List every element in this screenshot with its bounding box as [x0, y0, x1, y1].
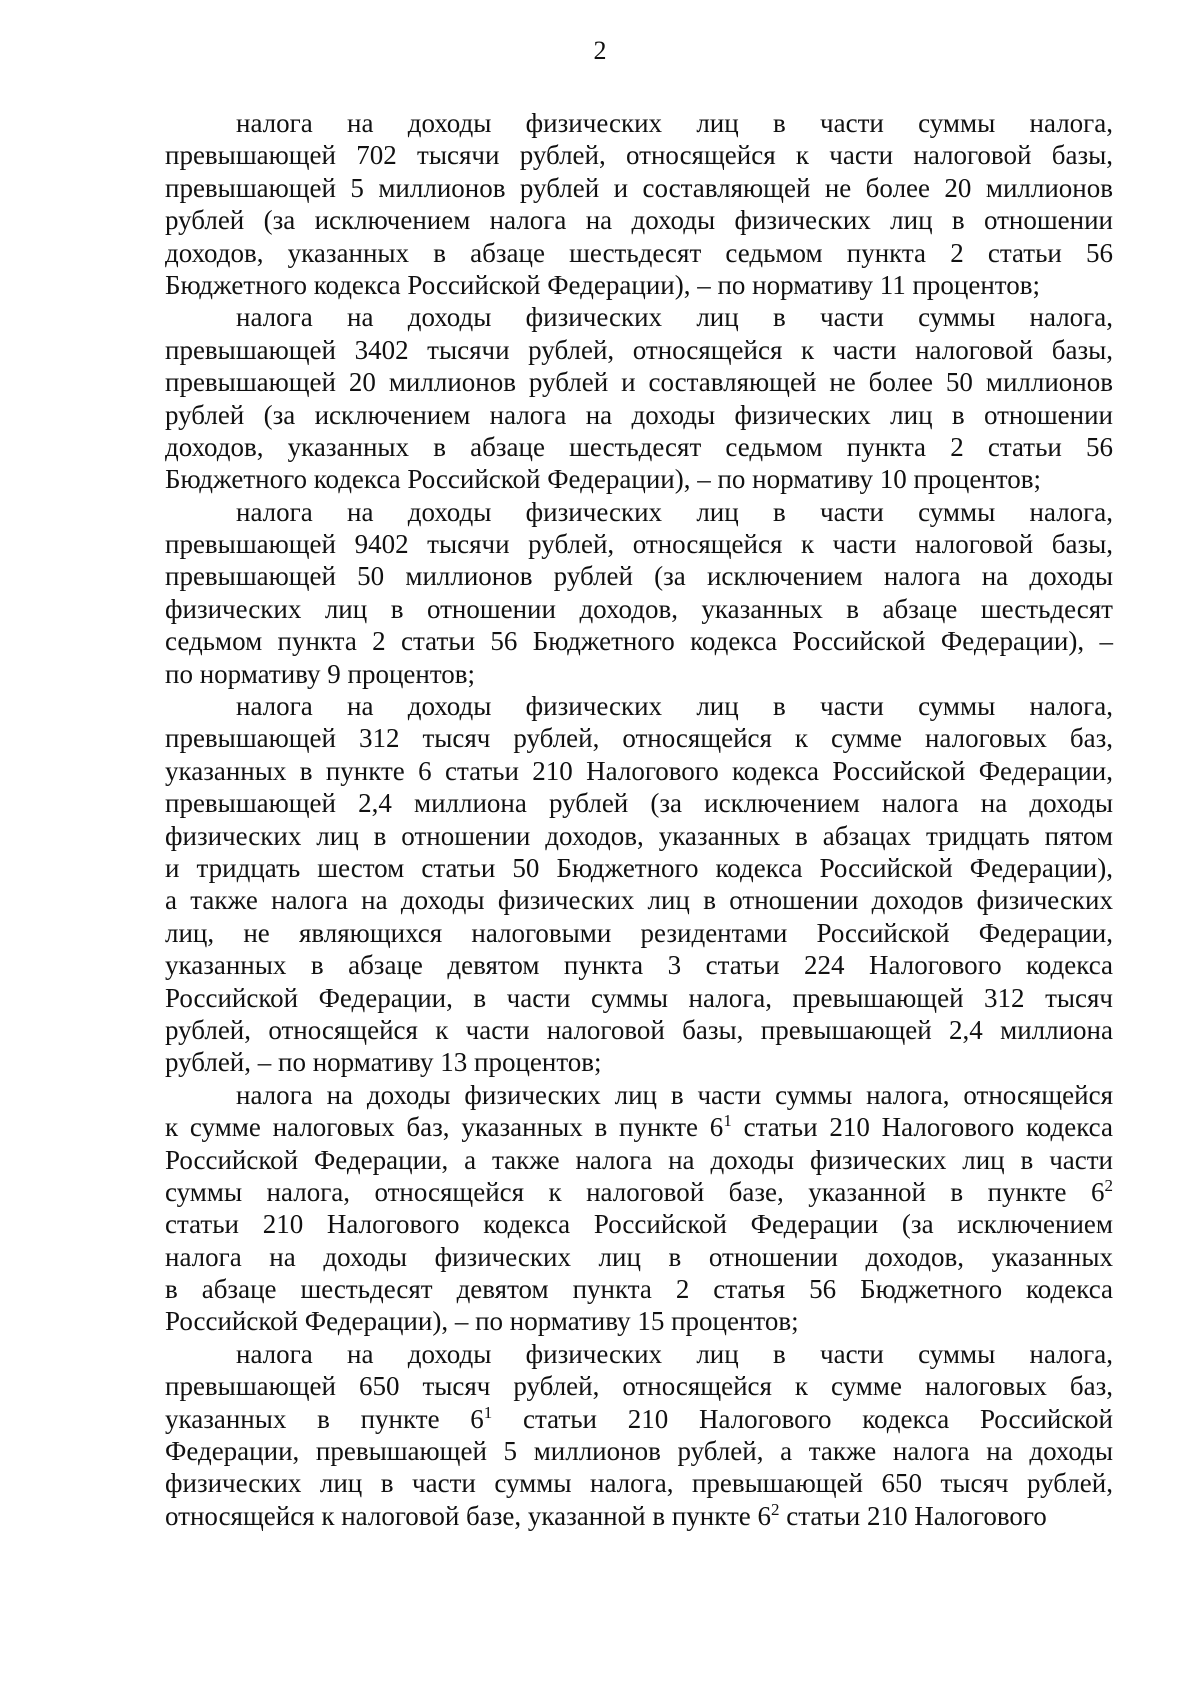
text-line — [165, 1046, 1113, 1078]
text-line — [165, 1435, 1113, 1467]
text-segment: статьи 210 Налогового кодекса — [731, 1112, 1113, 1143]
text-segment: Бюджетного кодекса Российской Федерации), – по нормативу 10 процентов; — [165, 464, 1041, 495]
text-segment: превышающей 5 миллионов рублей и составляющей не более 20 миллионов — [165, 172, 1113, 203]
text-segment: по нормативу 9 процентов; — [165, 658, 476, 689]
text-line — [165, 1403, 1113, 1435]
text-segment: к сумме налоговых баз, указанных в пункте 6 — [165, 1112, 724, 1143]
text-line — [165, 982, 1113, 1014]
text-line — [165, 1370, 1113, 1402]
text-segment: статьи 210 Налогового — [779, 1500, 1047, 1531]
text-line — [165, 366, 1113, 398]
text-line — [165, 1273, 1113, 1305]
text-line — [165, 820, 1113, 852]
text-segment: налога на доходы физических лиц в отношении доходов, указанных — [165, 1241, 1113, 1272]
text-line — [165, 1467, 1113, 1499]
text-segment: рублей (за исключением налога на доходы физических лиц в отношении — [165, 399, 1113, 430]
superscript: 1 — [723, 1111, 732, 1131]
text-line — [165, 1014, 1113, 1046]
text-line — [165, 237, 1113, 269]
text-segment: налога на доходы физических лиц в части суммы налога, — [236, 1338, 1113, 1369]
text-line — [165, 755, 1113, 787]
text-segment: относящейся к налоговой базе, указанной в пункте 6 — [165, 1500, 772, 1531]
text-line — [165, 852, 1113, 884]
text-segment: налога на доходы физических лиц в части суммы налога, — [236, 496, 1113, 527]
text-line — [165, 334, 1113, 366]
text-segment: превышающей 650 тысяч рублей, относящейся к сумме налоговых баз, — [165, 1371, 1113, 1402]
text-segment: указанных в абзаце девятом пункта 3 статьи 224 Налогового кодекса — [165, 950, 1113, 981]
text-segment: и тридцать шестом статьи 50 Бюджетного кодекса Российской Федерации), — [165, 852, 1113, 883]
text-line — [165, 884, 1113, 916]
text-line — [165, 172, 1113, 204]
text-segment: налога на доходы физических лиц в части суммы налога, относящейся — [236, 1079, 1113, 1110]
text-line — [165, 787, 1113, 819]
text-segment: физических лиц в отношении доходов, указанных в абзаце шестьдесят — [165, 593, 1113, 624]
text-segment: превышающей 50 миллионов рублей (за исключением налога на доходы — [165, 561, 1113, 592]
text-segment: превышающей 702 тысячи рублей, относящейся к части налоговой базы, — [165, 140, 1113, 171]
text-segment: налога на доходы физических лиц в части суммы налога, — [236, 108, 1113, 138]
text-line — [165, 1305, 1113, 1337]
text-segment: превышающей 312 тысяч рублей, относящейся к сумме налоговых баз, — [165, 723, 1113, 754]
text-line — [165, 690, 1113, 722]
text-line — [165, 139, 1113, 171]
text-line — [165, 917, 1113, 949]
text-line — [165, 1079, 1113, 1111]
superscript: 2 — [771, 1499, 780, 1519]
text-segment: доходов, указанных в абзаце шестьдесят седьмом пункта 2 статьи 56 — [165, 431, 1113, 462]
text-segment: налога на доходы физических лиц в части суммы налога, — [236, 691, 1113, 722]
document-body — [165, 107, 1113, 1532]
text-line — [165, 399, 1113, 431]
text-segment: Бюджетного кодекса Российской Федерации), – по нормативу 11 процентов; — [165, 269, 1040, 300]
superscript: 2 — [1104, 1175, 1113, 1195]
text-segment: превышающей 20 миллионов рублей и составляющей не более 50 миллионов — [165, 367, 1113, 398]
text-line — [165, 301, 1113, 333]
text-segment: статьи 210 Налогового кодекса Российской — [492, 1403, 1114, 1434]
text-line — [165, 1338, 1113, 1370]
text-line — [165, 658, 1113, 690]
text-segment: налога на доходы физических лиц в части суммы налога, — [236, 302, 1113, 333]
paragraph — [165, 301, 1113, 495]
text-line — [165, 1208, 1113, 1240]
text-line — [165, 625, 1113, 657]
text-segment: доходов, указанных в абзаце шестьдесят седьмом пункта 2 статьи 56 — [165, 237, 1113, 268]
paragraph — [165, 1338, 1113, 1532]
text-segment: превышающей 3402 тысячи рублей, относящейся к части налоговой базы, — [165, 334, 1113, 365]
text-segment: превышающей 9402 тысячи рублей, относящейся к части налоговой базы, — [165, 529, 1113, 560]
text-segment: Российской Федерации, а также налога на доходы физических лиц в части — [165, 1144, 1113, 1175]
text-segment: в абзаце шестьдесят девятом пункта 2 статья 56 Бюджетного кодекса — [165, 1274, 1113, 1305]
text-segment: лиц, не являющихся налоговыми резидентами Российской Федерации, — [165, 917, 1113, 948]
text-segment: физических лиц в части суммы налога, превышающей 650 тысяч рублей, — [165, 1468, 1113, 1499]
text-segment: рублей, – по нормативу 13 процентов; — [165, 1047, 602, 1078]
text-line — [165, 1111, 1113, 1143]
page-number: 2 — [593, 36, 607, 65]
text-line — [165, 107, 1113, 139]
text-line — [165, 1176, 1113, 1208]
text-segment: Федерации, превышающей 5 миллионов рублей, а также налога на доходы — [165, 1436, 1113, 1467]
paragraph — [165, 107, 1113, 301]
text-line — [165, 528, 1113, 560]
text-line — [165, 949, 1113, 981]
text-line — [165, 496, 1113, 528]
text-segment: указанных в пункте 6 — [165, 1403, 484, 1434]
text-segment: суммы налога, относящейся к налоговой базе, указанной в пункте 6 — [165, 1176, 1105, 1207]
text-line — [165, 204, 1113, 236]
text-segment: а также налога на доходы физических лиц в отношении доходов физических — [165, 885, 1113, 916]
text-line — [165, 722, 1113, 754]
paragraph — [165, 496, 1113, 690]
text-segment: статьи 210 Налогового кодекса Российской Федерации (за исключением — [165, 1209, 1113, 1240]
text-line — [165, 1241, 1113, 1273]
text-segment: Российской Федерации, в части суммы налога, превышающей 312 тысяч — [165, 982, 1113, 1013]
text-line — [165, 1144, 1113, 1176]
text-segment: физических лиц в отношении доходов, указанных в абзацах тридцать пятом — [165, 820, 1113, 851]
text-segment: указанных в пункте 6 статьи 210 Налогового кодекса Российской Федерации, — [165, 755, 1113, 786]
paragraph — [165, 1079, 1113, 1338]
paragraph — [165, 690, 1113, 1079]
text-line — [165, 431, 1113, 463]
text-line — [165, 1500, 1113, 1532]
text-segment: рублей (за исключением налога на доходы физических лиц в отношении — [165, 205, 1113, 236]
text-line — [165, 463, 1113, 495]
text-line — [165, 269, 1113, 301]
text-segment: превышающей 2,4 миллиона рублей (за исключением налога на доходы — [165, 788, 1113, 819]
text-segment: Российской Федерации), – по нормативу 15 процентов; — [165, 1306, 799, 1337]
text-line — [165, 560, 1113, 592]
text-segment: седьмом пункта 2 статьи 56 Бюджетного кодекса Российской Федерации), – — [165, 626, 1113, 657]
text-segment: рублей, относящейся к части налоговой базы, превышающей 2,4 миллиона — [165, 1014, 1113, 1045]
superscript: 1 — [483, 1402, 493, 1422]
text-line — [165, 593, 1113, 625]
